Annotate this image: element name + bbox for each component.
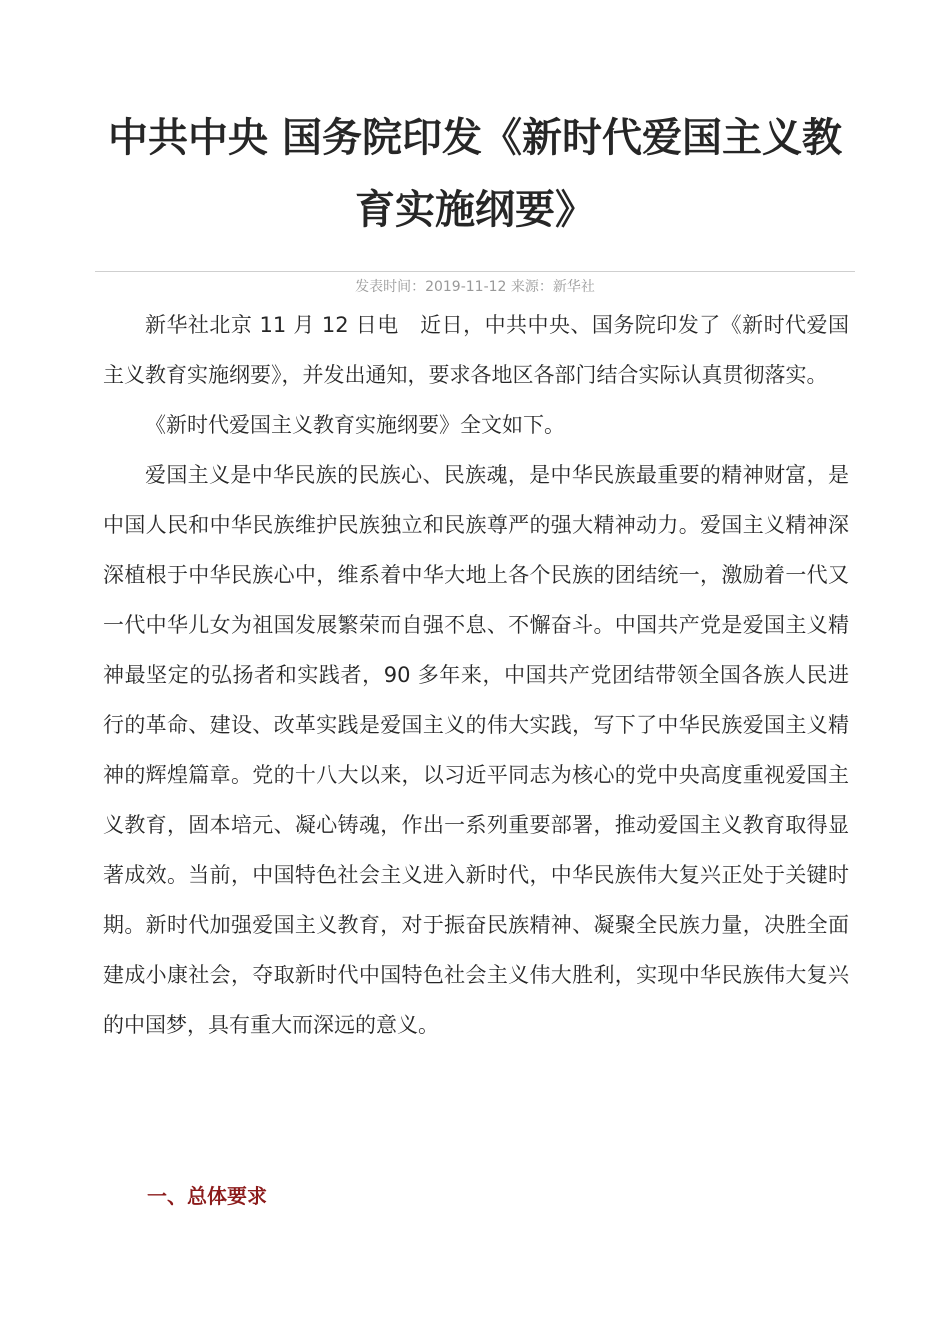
article-body xyxy=(103,300,849,1050)
source-label: 来源： xyxy=(510,279,553,295)
paragraph-intro: 新华社北京 11 月 12 日电 近日，中共中央、国务院印发了《新时代爱国主义教育实施纲要》，并发出通知，要求各地区各部门结合实际认真贯彻落实。 xyxy=(103,313,849,387)
paragraph-patriotism: 爱国主义是中华民族的民族心、民族魂，是中华民族最重要的精神财富，是中国人民和中华民族维护民族独立和民族尊严的强大精神动力。爱国主义精神深深植根于中华民族心中，维系着中华大地上各个民族的团结统一，激励着一代又一代中华儿女为祖国发展繁荣而自强不息、不懈奋斗。中国共产党是爱国主义精神最坚定的弘扬者和实践者，90 多年来，中国共产党团结带领全国各族人民进行的革命、建设、改革实践是爱国主义的伟大实践，写下了中华民族爱国主义精神的辉煌篇章。党的十八大以来，以习近平同志为核心的党中央高度重视爱国主义教育，固本培元、凝心铸魂，作出一系列重要部署，推动爱国主义教育取得显著成效。当前，中国特色社会主义进入新时代，中华民族伟大复兴正处于关键时期。新时代加强爱国主义教育，对于振奋民族精神、凝聚全民族力量，决胜全面建成小康社会，夺取新时代中国特色社会主义伟大胜利，实现中华民族伟大复兴的中国梦，具有重大而深远的意义。 xyxy=(103,463,849,1037)
title-divider xyxy=(95,271,855,272)
section-heading: 一、总体要求 xyxy=(147,1184,267,1208)
publish-date-label: 发表时间： xyxy=(355,279,426,295)
article-title: 中共中央 国务院印发《新时代爱国主义教育实施纲要》 xyxy=(108,115,842,233)
publish-date: 2019-11-12 xyxy=(425,279,507,295)
paragraph-fulltext-note: 《新时代爱国主义教育实施纲要》全文如下。 xyxy=(145,413,565,437)
article-meta xyxy=(95,276,855,298)
source-name: 新华社 xyxy=(552,279,595,295)
